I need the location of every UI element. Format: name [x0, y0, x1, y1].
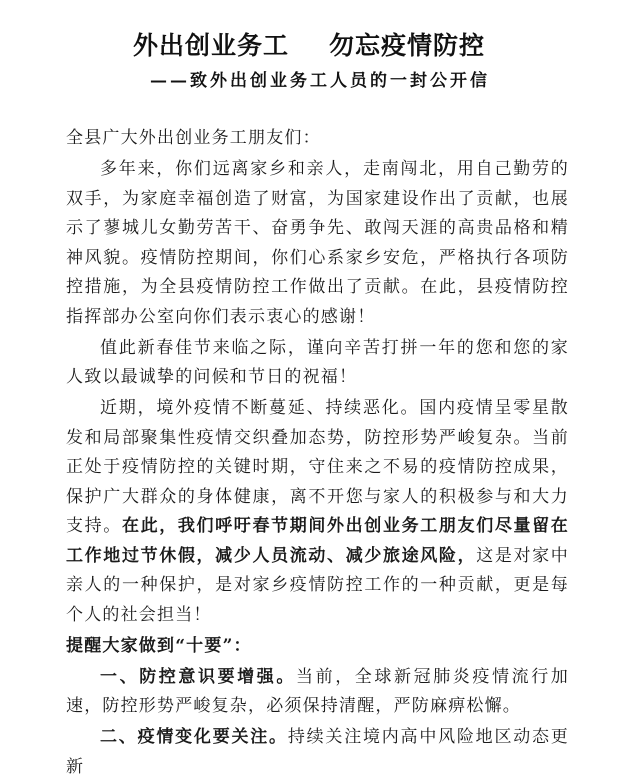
reminder-heading: 提醒大家做到“十要”：: [66, 635, 252, 656]
document-subtitle: ——致外出创业务工人员的一封公开信: [150, 71, 490, 91]
reminder-item-2: [66, 723, 569, 782]
reminder-item-1-text: 当前，全球新冠肺炎疫情流行加速，防控形势严峻复杂，必须保持清醒，严防麻痹松懈。: [66, 666, 569, 716]
document-title: [0, 26, 618, 62]
salutation: 全县广大外出创业务工朋友们：: [66, 128, 321, 148]
letter-body: [66, 124, 569, 784]
paragraph-gratitude: 多年来，你们远离家乡和亲人，走南闯北，用自己勤劳的双手，为家庭幸福创造了财富，为国家建设作出了贡献，也展示了蓼城儿女勤劳苦干、奋勇争先、敢闯天涯的高贵品格和精神风貌。疫情防控期间，你们心系家乡安危，严格执行各项防控措施，为全县疫情防控工作做出了贡献。在此，县疫情防控指挥部办公室向你们表示衷心的感谢！: [66, 159, 569, 327]
reminder-item-2-text: 持续关注境内高中风险地区动态更新: [66, 727, 570, 777]
reminder-item-1: [66, 663, 569, 722]
appeal-text-bold: 在此，我们呼吁春节期间外出创业务工朋友们尽量留在工作地过节休假，减少人员流动、减少旅途风险，: [66, 516, 569, 566]
appeal-text-after: 这是对家中亲人的一种保护，是对家乡疫情防控工作的一种贡献，更是每个人的社会担当！: [66, 545, 570, 625]
title-part-2: 勿忘疫情防控: [329, 31, 486, 60]
paragraph-greetings: 值此新春佳节来临之际，谨向辛苦打拼一年的您和您的家人致以最诚挚的问候和节日的祝福！: [66, 337, 569, 387]
reminder-item-1-label: 一、防控意识要增强。: [100, 666, 296, 687]
appeal-text-before: 近期，境外疫情不断蔓延、持续恶化。国内疫情呈零星散发和局部聚集性疫情交织叠加态势，防控形势严峻复杂。当前正处于疫情防控的关键时期，守住来之不易的疫情防控成果，保护广大群众的身体健康，离不开您与家人的积极参与和大力支持。: [66, 398, 569, 536]
title-part-1: 外出创业务工: [132, 31, 289, 60]
reminder-item-2-label: 二、疫情变化要关注。: [100, 727, 288, 747]
paragraph-appeal: [66, 394, 569, 630]
